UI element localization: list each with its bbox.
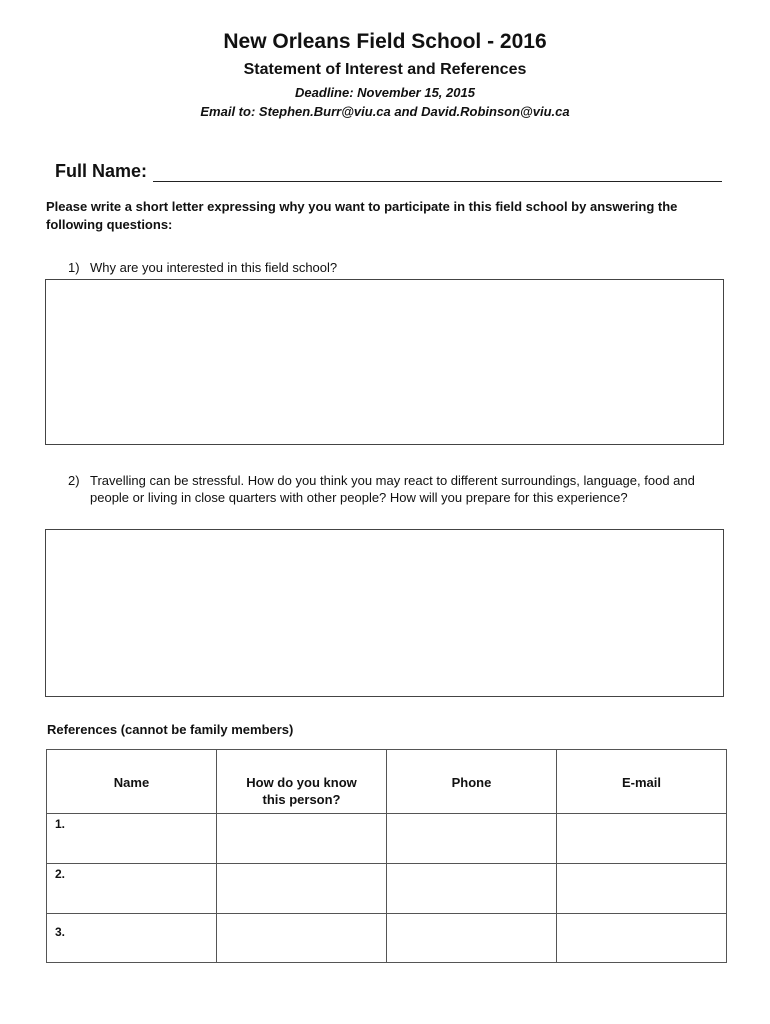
question-1 [68,259,708,276]
column-header-email: E-mail [557,750,727,814]
table-header-row [47,750,727,814]
answer-box-1[interactable] [45,279,724,445]
row-number: 1. [55,817,66,831]
column-header-relation: How do you know this person? [217,750,387,814]
references-title: References (cannot be family members) [47,722,294,737]
reference-name-cell[interactable] [47,914,217,963]
email-text: Email to: Stephen.Burr@viu.ca and David.Robinson@viu.ca [200,104,570,119]
table-row [47,814,727,864]
reference-phone-cell[interactable] [387,814,557,864]
row-number: 3. [55,925,66,939]
form-subtitle: Statement of Interest and References [243,61,527,78]
table-row [47,864,727,914]
full-name-row [55,160,722,182]
references-table [46,749,727,963]
instructions-text: Please write a short letter expressing why you want to participate in this field school by answering the following questions: [46,199,678,232]
full-name-field[interactable] [153,163,722,182]
column-header-phone: Phone [387,750,557,814]
question-number: 1) [68,260,80,275]
question-2 [68,472,708,506]
table-row [47,914,727,963]
row-number: 2. [55,867,66,881]
question-number: 2) [68,473,80,488]
reference-name-cell[interactable] [47,864,217,914]
deadline-text: Deadline: November 15, 2015 [295,85,475,100]
reference-name-cell[interactable] [47,814,217,864]
column-header-name: Name [47,750,217,814]
reference-phone-cell[interactable] [387,864,557,914]
full-name-label: Full Name: [55,161,148,181]
reference-relation-cell[interactable] [217,864,387,914]
reference-email-cell[interactable] [557,914,727,963]
reference-relation-cell[interactable] [217,814,387,864]
answer-box-2[interactable] [45,529,724,697]
reference-email-cell[interactable] [557,864,727,914]
question-text: Travelling can be stressful. How do you think you may react to different surroundings, language, food and people or living in close quarters with other people? How will you prepare for this experience? [90,473,695,505]
reference-relation-cell[interactable] [217,914,387,963]
question-text: Why are you interested in this field school? [90,260,338,275]
reference-email-cell[interactable] [557,814,727,864]
form-title: New Orleans Field School - 2016 [223,30,547,53]
reference-phone-cell[interactable] [387,914,557,963]
